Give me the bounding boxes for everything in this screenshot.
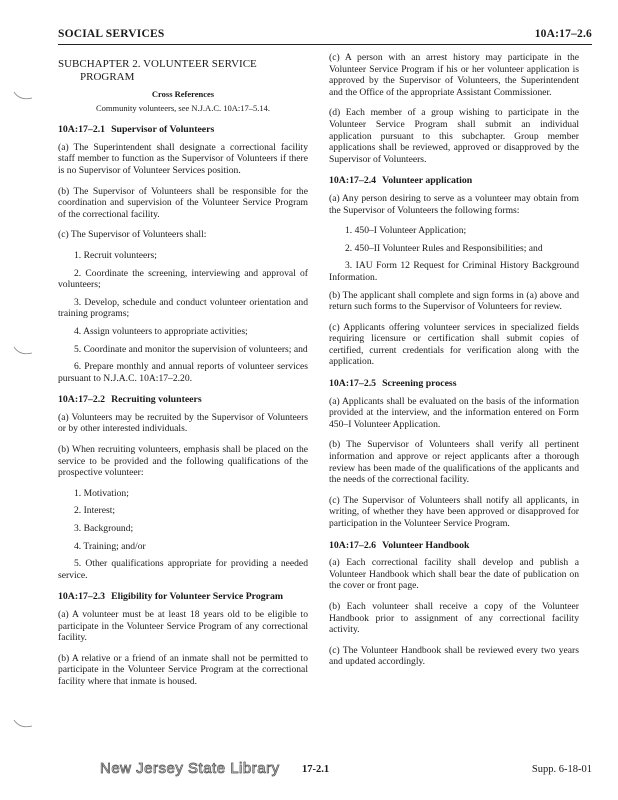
paragraph: (b) The Supervisor of Volunteers shall verify all pertinent information and approve or reject applicants after a thorough review has been made of the qualifications of the applicants and the needs of the correctional facility. [329,439,579,486]
supplement-date: Supp. 6-18-01 [531,764,592,775]
left-column [58,52,308,697]
section-title: Eligibility for Volunteer Service Program [111,591,284,603]
section-title: Volunteer Handbook [382,539,470,551]
subchapter-title: SUBCHAPTER 2. VOLUNTEER SERVICE PROGRAM [58,58,257,83]
section-title: Screening process [382,378,457,390]
list-item: 3. Develop, schedule and conduct volunteer orientation and training programs; [58,296,308,320]
cross-references-title: Cross References [151,89,215,99]
list-item: 5. Other qualifications appropriate for providing a needed service. [58,558,308,581]
paragraph: (a) Volunteers may be recruited by the Supervisor of Volunteers or by other interested individuals. [58,411,308,435]
section-heading [58,394,308,406]
paragraph: (a) Any person desiring to serve as a volunteer may obtain from the Supervisor of Volunteers the following forms: [329,192,579,216]
section-number: 10A:17–2.6 [329,539,377,551]
section-heading [329,175,579,187]
list-item: 4. Training; and/or [74,540,146,552]
library-watermark: New Jersey State Library [100,760,280,777]
list-item: 1. Recruit volunteers; [74,249,157,261]
paragraph: (c) The Supervisor of Volunteers shall notify all applicants, in writing, of whether they have been approved or disapproved for participation in the Volunteer Service Program. [329,494,579,529]
paragraph: (a) Applicants shall be evaluated on the basis of the information provided at the interview, and the information entered on Form 450–I Volunteer Application. [329,395,579,430]
paragraph: (c) The Volunteer Handbook shall be reviewed every two years and updated accordingly. [329,644,579,668]
section-number: 10A:17–2.1 [58,124,106,136]
list-item: 4. Assign volunteers to appropriate activities; [74,325,248,337]
section-number: 10A:17–2.3 [58,591,106,603]
section-number: 10A:17–2.2 [58,394,106,406]
paragraph: (d) Each member of a group wishing to participate in the Volunteer Service Program shall submit an individual application pursuant to this subchapter. Group member applications shall be reviewed, approved or disapproved by the Supervisor of Volunteers. [329,107,579,165]
list-item: 2. Interest; [74,505,116,517]
header-section: 10A:17–2.6 [534,28,592,40]
section-heading [58,124,308,136]
section-number: 10A:17–2.4 [329,175,377,187]
cross-references-text: Community volunteers, see N.J.A.C. 10A:17–5.14. [95,102,270,113]
section-title: Supervisor of Volunteers [111,124,215,136]
page-number: 17-2.1 [302,764,330,775]
section-heading [329,378,579,390]
list-item: 5. Coordinate and monitor the supervision of volunteers; and [74,343,308,355]
right-column [329,52,579,677]
margin-mark-icon [12,718,34,730]
paragraph: (b) Each volunteer shall receive a copy of the Volunteer Handbook prior to assignment of any correctional facility activity. [329,600,579,636]
list-item: 2. Coordinate the screening, interviewing and approval of volunteers; [58,267,308,291]
list-item: 3. IAU Form 12 Request for Criminal History Background Information. [329,260,579,283]
header-rule [58,44,592,45]
paragraph: (a) Each correctional facility shall develop and publish a Volunteer Handbook which shall bear the date of publication on the cover or front page. [329,557,579,592]
paragraph: (c) Applicants offering volunteer services in specialized fields requiring licensure or certification shall submit copies of certified, current credentials for verification along with the application. [329,321,579,368]
margin-mark-icon [12,90,34,102]
paragraph: (b) When recruiting volunteers, emphasis shall be placed on the service to be provided and the following qualifications of the prospective volunteer: [58,444,308,479]
margin-mark-icon [12,345,34,357]
list-item: 6. Prepare monthly and annual reports of volunteer services pursuant to N.J.A.C. 10A:17–2.20. [58,361,308,384]
page-footer [0,760,618,784]
paragraph: (b) A relative or a friend of an inmate shall not be permitted to participate in the Volunteer Service Program at the correctional facility where that inmate is housed. [58,652,308,687]
paragraph: (a) The Superintendent shall designate a correctional facility staff member to function as the Supervisor of Volunteers if there is no Supervisor of Volunteer Services position. [58,141,308,176]
section-heading [329,540,579,552]
list-item: 1. Motivation; [74,487,129,499]
section-title: Volunteer application [382,175,473,187]
list-item: 1. 450–I Volunteer Application; [345,225,467,237]
list-item: 2. 450–II Volunteer Rules and Responsibilities; and [345,242,543,254]
paragraph: (c) The Supervisor of Volunteers shall: [58,229,207,241]
paragraph: (b) The Supervisor of Volunteers shall be responsible for the coordination and supervision of the Volunteer Service Program of the correctional facility. [58,185,308,220]
section-heading [58,591,308,603]
running-header [58,28,592,40]
section-title: Recruiting volunteers [111,394,202,406]
section-number: 10A:17–2.5 [329,378,377,390]
header-title: SOCIAL SERVICES [58,28,165,40]
paragraph: (b) The applicant shall complete and sign forms in (a) above and return such forms to the Supervisor of Volunteers for review. [329,289,579,313]
paragraph: (a) A volunteer must be at least 18 years old to be eligible to participate in the Volunteer Service Program of any correctional facility. [58,609,308,644]
list-item: 3. Background; [74,523,134,535]
paragraph: (c) A person with an arrest history may participate in the Volunteer Service Program if his or her volunteer application is approved by the Supervisor of Volunteers, the Superintendent and the Office of the appropriate Assistant Commissioner. [329,52,579,98]
